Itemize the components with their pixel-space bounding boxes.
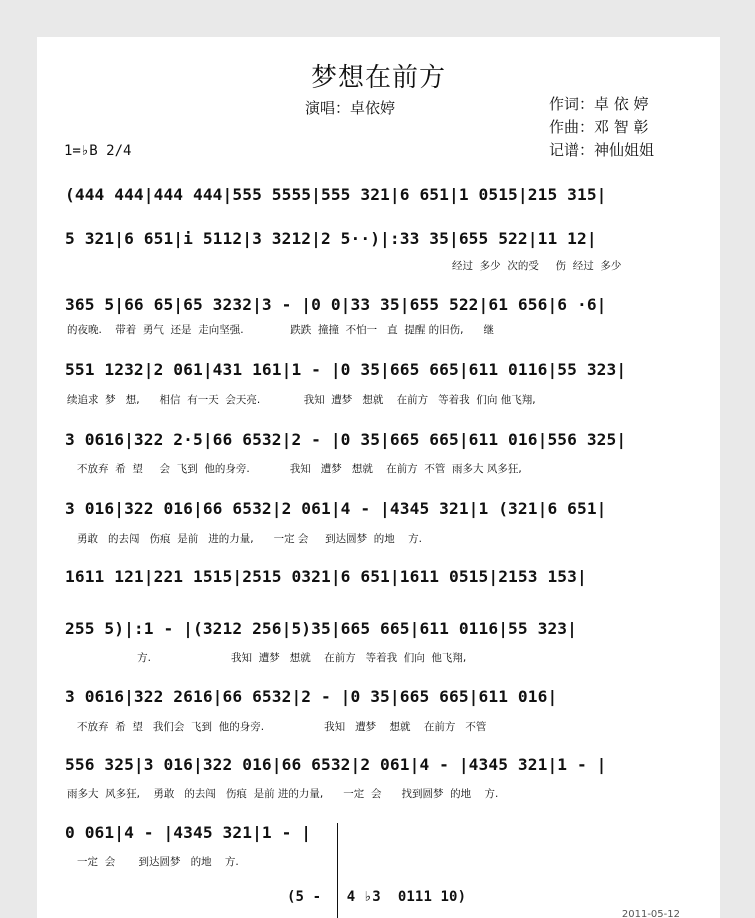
lyrics-line-2: 经过 多少 次的受 伤 经过 多少 <box>452 260 622 272</box>
credits-block <box>549 93 654 162</box>
footer-partial-notes: (5 - 4 ♭3 0111 10) <box>287 889 467 905</box>
lyrics-line-10: 雨多大 风多狂, 勇敢 的去闯 伤痕 是前 进的力量, 一定 会 找到圆梦 的地 方. <box>67 788 499 800</box>
notation-line-1: (444 444|444 444|555 5555|555 321|6 651|1 0515|215 315| <box>65 185 607 204</box>
song-title: 梦想在前方 <box>310 63 446 93</box>
notation-line-11: 0 061|4 - |4345 321|1 - | <box>65 823 312 842</box>
notation-line-4: 551 1232|2 061|431 161|1 - |0 35|665 665|611 0116|55 323| <box>65 360 627 379</box>
notation-line-6: 3 016|322 016|66 6532|2 061|4 - |4345 321|1 (321|6 651| <box>65 499 607 518</box>
notation-line-9: 3 0616|322 2616|66 6532|2 - |0 35|665 665|611 016| <box>65 687 558 706</box>
lyrics-line-9: 不放弃 希 望 我们会 飞到 他的身旁. 我知 遭梦 想就 在前方 不管 <box>67 721 487 733</box>
lyrics-line-6: 勇敢 的去闯 伤痕 是前 进的力量, 一定 会 到达圆梦 的地 方. <box>67 533 422 545</box>
key-signature: 1=♭B 2/4 <box>64 143 132 159</box>
transcription-date: 2011-05-12 <box>621 909 680 918</box>
notation-line-8: 255 5)|:1 - |(3212 256|5)35|665 665|611 0116|55 323| <box>65 619 577 638</box>
notation-line-2: 5 321|6 651|i 5112|3 3212|2 5··)|:33 35|655 522|11 12| <box>65 229 597 248</box>
notation-line-10: 556 325|3 016|322 016|66 6532|2 061|4 - |4345 321|1 - | <box>65 755 607 774</box>
lyrics-line-11: 一定 会 到达圆梦 的地 方. <box>67 856 239 868</box>
notation-line-3: 365 5|66 65|65 3232|3 - |0 0|33 35|655 522|61 656|6 ·6| <box>65 295 607 314</box>
lyrics-line-5: 不放弃 希 望 会 飞到 他的身旁. 我知 遭梦 想就 在前方 不管 雨多大 风多狂, <box>67 463 522 475</box>
lyrics-line-3: 的夜晚. 带着 勇气 还是 走向坚强. 跌跌 撞撞 不怕一 直 提醒 的旧伤, 继 <box>67 324 495 336</box>
lyrics-line-4: 续追求 梦 想, 相信 有一天 会天亮. 我知 遭梦 想就 在前方 等着我 们向 他飞翔, <box>67 394 536 406</box>
notation-line-7: 1611 121|221 1515|2515 0321|6 651|1611 0515|2153 153| <box>65 567 587 586</box>
composer-credit: 作曲：邓 智 彰 <box>549 118 649 136</box>
score-sheet <box>37 37 720 918</box>
notation-line-5: 3 0616|322 2·5|66 6532|2 - |0 35|665 665|611 016|556 325| <box>65 430 627 449</box>
singer-credit: 演唱：卓依婷 <box>305 99 396 117</box>
lyricist-credit: 作词：卓 依 婷 <box>549 95 649 113</box>
lyrics-line-8: 方. 我知 遭梦 想就 在前方 等着我 们向 他飞翔, <box>67 652 467 664</box>
transcriber-credit: 记谱：神仙姐姐 <box>549 141 655 159</box>
